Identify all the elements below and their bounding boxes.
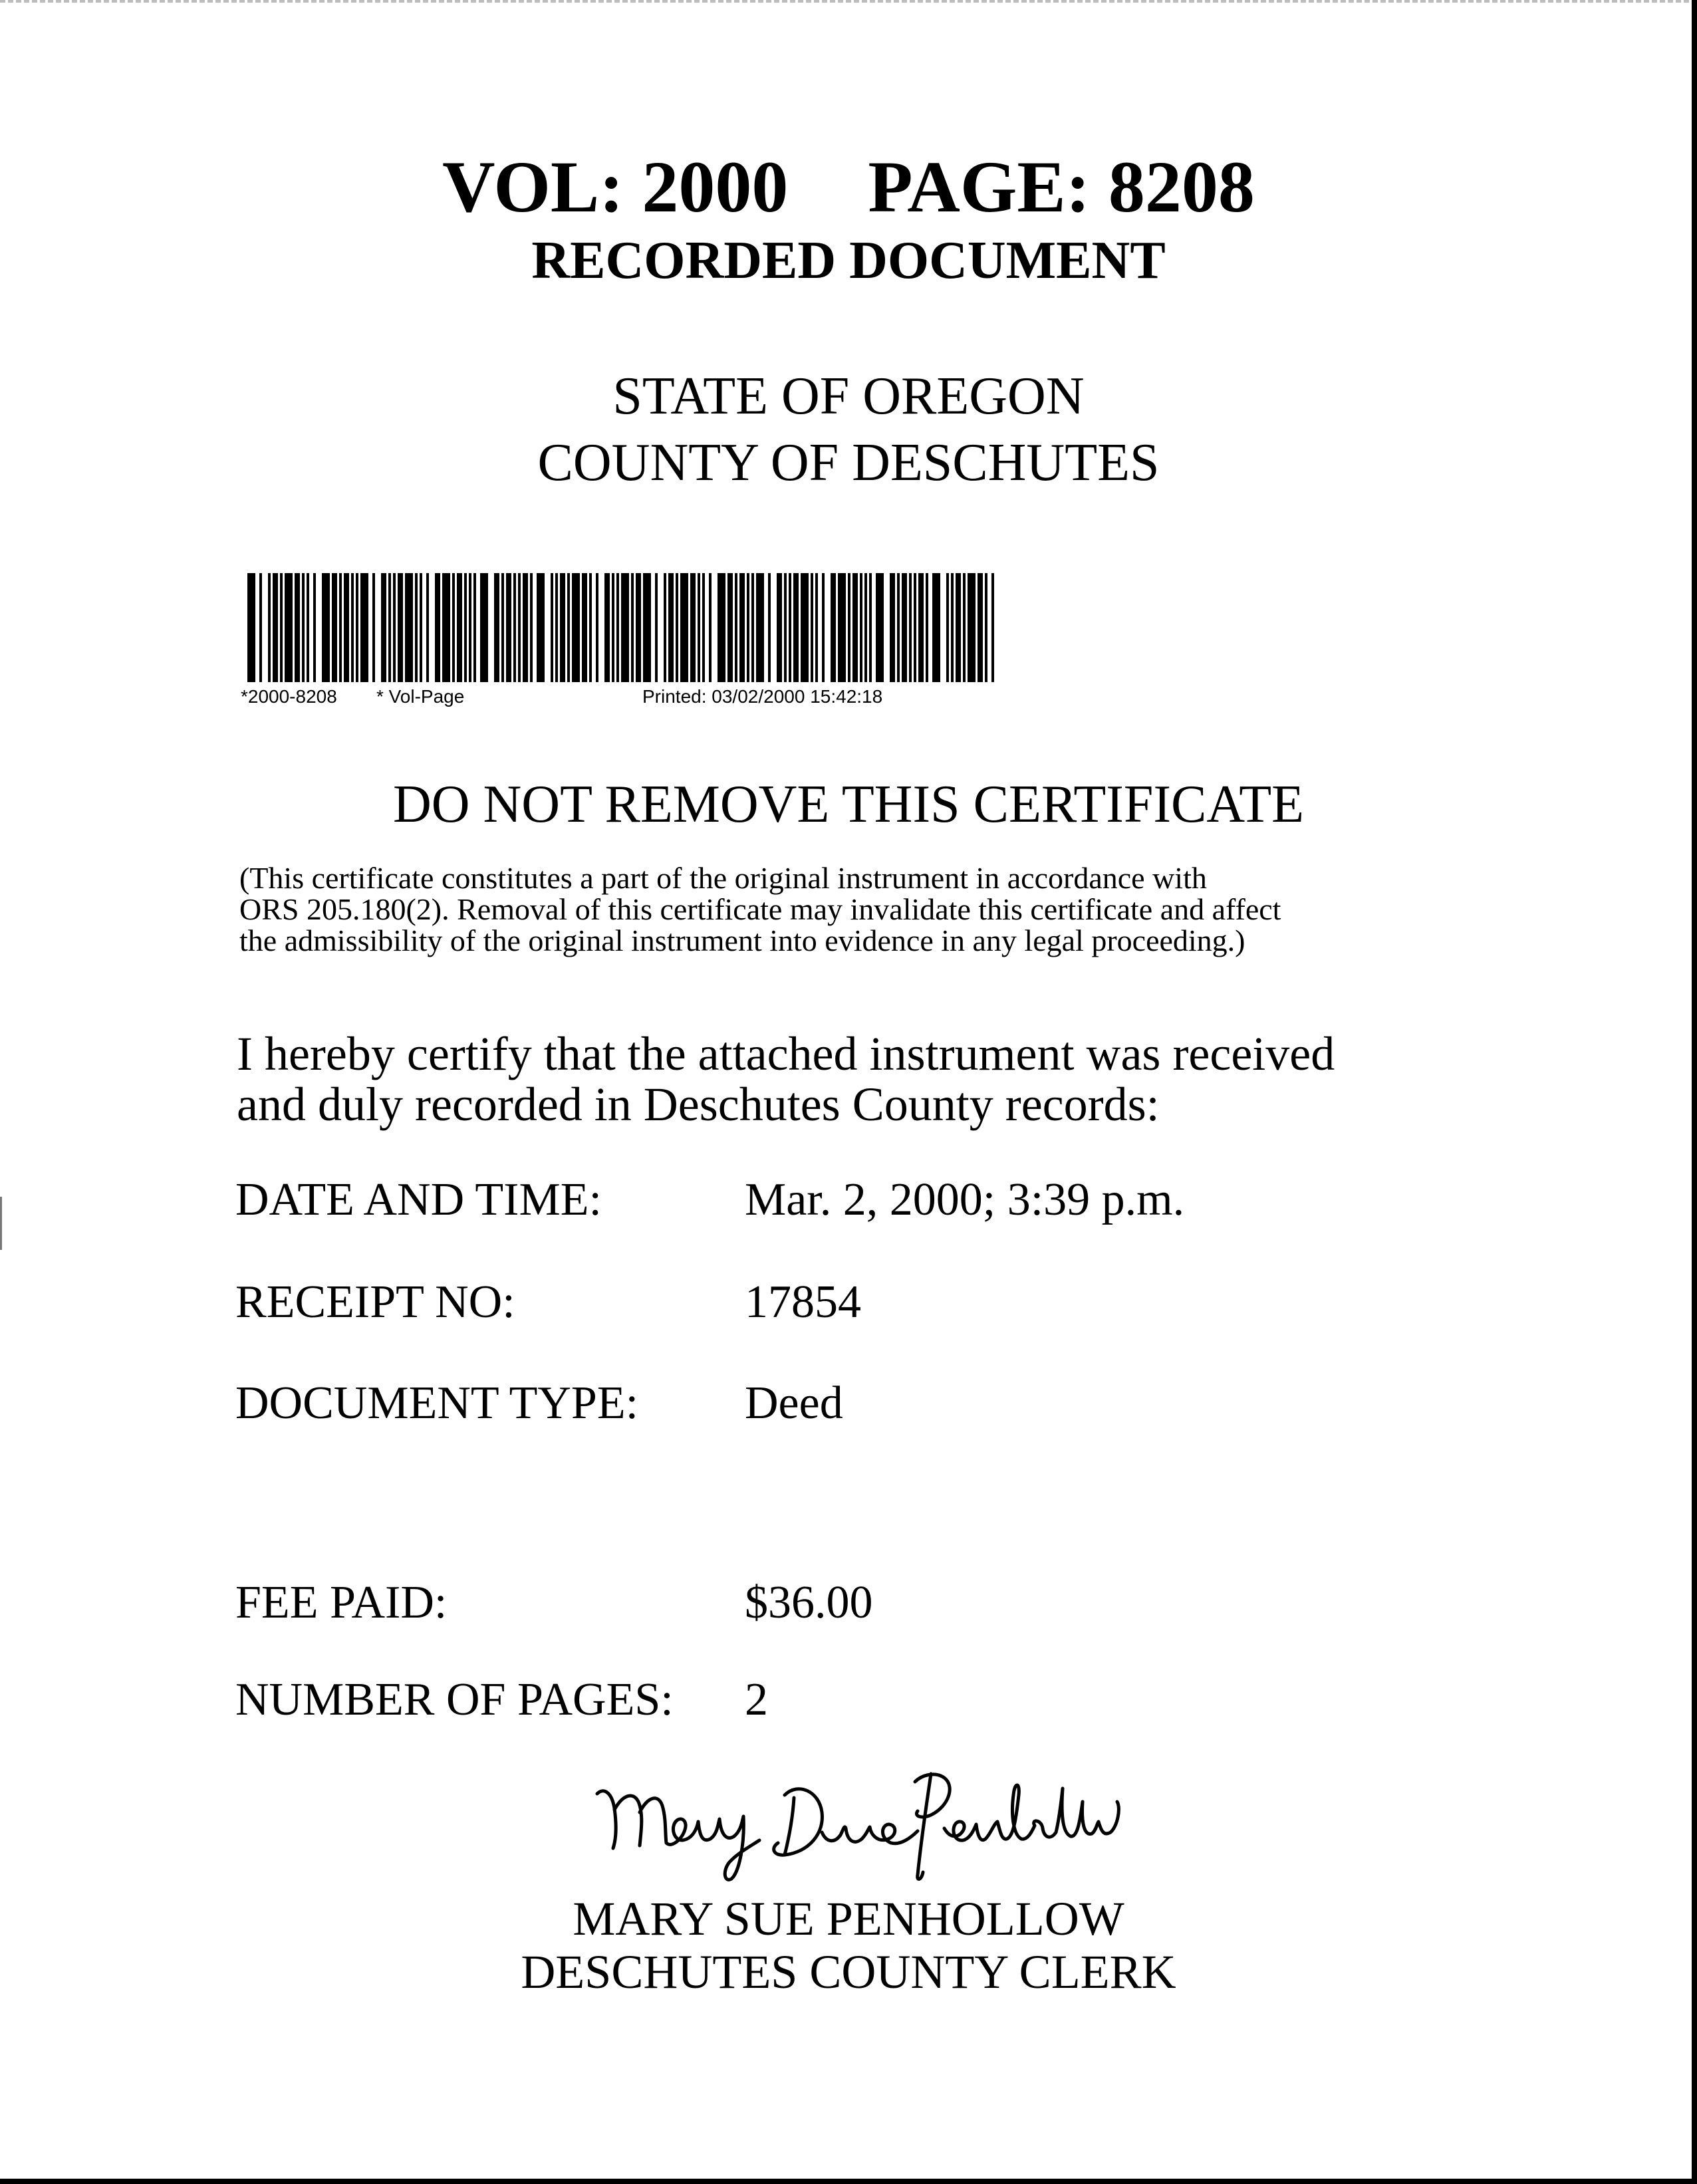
document-type-label: DOCUMENT TYPE: <box>235 1378 639 1429</box>
legal-notice <box>239 863 1463 957</box>
county-name: COUNTY OF DESCHUTES <box>537 433 1160 492</box>
notice-line: the admissibility of the original instrument into evidence in any legal proceeding.) <box>239 923 1245 957</box>
date-time-value: Mar. 2, 2000; 3:39 p.m. <box>745 1174 1185 1225</box>
barcode-kind: * Vol-Page <box>376 686 465 707</box>
receipt-label: RECEIPT NO: <box>235 1276 515 1328</box>
state-name: STATE OF OREGON <box>612 367 1085 425</box>
receipt-value: 17854 <box>745 1276 861 1328</box>
warning-heading: DO NOT REMOVE THIS CERTIFICATE <box>392 775 1305 834</box>
clerk-name: MARY SUE PENHOLLOW <box>573 1892 1124 1945</box>
document-subtitle: RECORDED DOCUMENT <box>531 231 1166 290</box>
scan-edge-left <box>0 1197 2 1250</box>
page-number: PAGE: 8208 <box>868 146 1255 227</box>
printed-timestamp: Printed: 03/02/2000 15:42:18 <box>642 686 883 707</box>
scan-edge-top <box>0 0 1697 3</box>
fee-label: FEE PAID: <box>235 1577 448 1628</box>
volume-page-heading <box>0 146 1697 227</box>
certification-statement <box>237 1029 1500 1130</box>
page-count-label: NUMBER OF PAGES: <box>235 1674 674 1725</box>
scan-edge-right <box>1692 0 1697 2184</box>
page-count-value: 2 <box>745 1674 768 1725</box>
certify-line: I hereby certify that the attached instrument was received <box>237 1027 1335 1080</box>
certify-line: and duly recorded in Deschutes County records: <box>237 1077 1160 1131</box>
notice-line: ORS 205.180(2). Removal of this certificate may invalidate this certificate and affect <box>239 892 1281 926</box>
notice-line: (This certificate constitutes a part of the original instrument in accordance with <box>239 861 1207 895</box>
clerk-signature <box>585 1755 1130 1888</box>
volume-number: VOL: 2000 <box>442 146 789 227</box>
barcode-image <box>243 573 1001 682</box>
clerk-title: DESCHUTES COUNTY CLERK <box>521 1945 1176 1999</box>
document-type-value: Deed <box>745 1378 843 1429</box>
barcode-id: *2000-8208 <box>241 686 337 707</box>
fee-value: $36.00 <box>745 1577 873 1628</box>
date-time-label: DATE AND TIME: <box>235 1174 602 1225</box>
scan-edge-bottom <box>0 2179 1697 2184</box>
